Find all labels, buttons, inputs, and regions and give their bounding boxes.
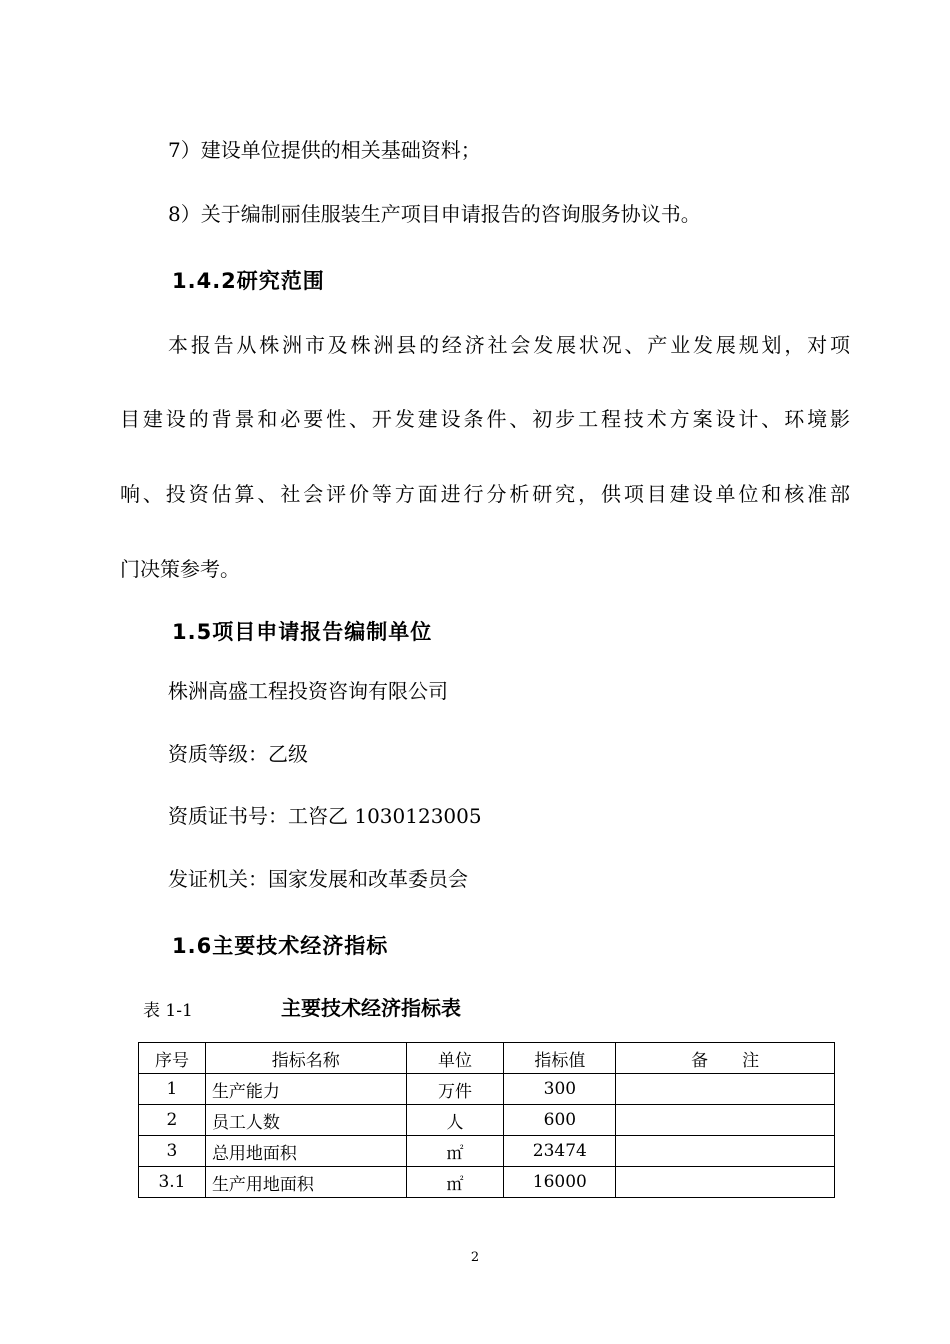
- reference-item-8: 8）关于编制丽佳服装生产项目申请报告的咨询服务协议书。: [168, 202, 701, 226]
- paragraph-line: 响、投资估算、社会评价等方面进行分析研究，供项目建设单位和核准部: [120, 482, 850, 506]
- table-cell: 生产能力: [205, 1074, 406, 1105]
- table-cell: 1: [139, 1074, 206, 1105]
- table-cell: ㎡: [406, 1167, 504, 1198]
- table-row: [139, 1105, 835, 1136]
- table-cell: 23474: [504, 1136, 616, 1167]
- paragraph-line: 目建设的背景和必要性、开发建设条件、初步工程技术方案设计、环境影: [120, 407, 850, 431]
- section-heading-1-4-2: 1.4.2研究范围: [172, 269, 325, 293]
- qualification-level: 资质等级：乙级: [168, 742, 308, 766]
- table-title: 主要技术经济指标表: [281, 996, 461, 1020]
- header-cell: 单位: [406, 1043, 504, 1074]
- table-row: [139, 1136, 835, 1167]
- section-heading-1-6: 1.6主要技术经济指标: [172, 934, 389, 958]
- table-cell: ㎡: [406, 1136, 504, 1167]
- table-cell: 生产用地面积: [205, 1167, 406, 1198]
- table-cell: [616, 1074, 835, 1105]
- table-cell: 3: [139, 1136, 206, 1167]
- paragraph-line: 门决策参考。: [120, 557, 240, 581]
- header-cell: 指标值: [504, 1043, 616, 1074]
- table-cell: 600: [504, 1105, 616, 1136]
- indicators-table: [138, 1042, 835, 1198]
- table-cell: [616, 1167, 835, 1198]
- table-cell: [616, 1136, 835, 1167]
- paragraph-line: 本报告从株洲市及株洲县的经济社会发展状况、产业发展规划，对项: [168, 333, 850, 357]
- reference-item-7: 7）建设单位提供的相关基础资料；: [168, 138, 481, 162]
- table-cell: 3.1: [139, 1167, 206, 1198]
- certificate-number: 资质证书号：工咨乙 1030123005: [168, 804, 482, 828]
- table-header-row: [139, 1043, 835, 1074]
- page-number: 2: [470, 1250, 480, 1265]
- company-name: 株洲高盛工程投资咨询有限公司: [168, 679, 448, 703]
- table-cell: 总用地面积: [205, 1136, 406, 1167]
- header-cell: 序号: [139, 1043, 206, 1074]
- table-cell: 16000: [504, 1167, 616, 1198]
- table-cell: [616, 1105, 835, 1136]
- table-cell: 员工人数: [205, 1105, 406, 1136]
- header-cell: 备 注: [616, 1043, 835, 1074]
- table-cell: 300: [504, 1074, 616, 1105]
- table-cell: 人: [406, 1105, 504, 1136]
- table-cell: 万件: [406, 1074, 504, 1105]
- header-cell: 指标名称: [205, 1043, 406, 1074]
- issuing-authority: 发证机关：国家发展和改革委员会: [168, 867, 468, 891]
- table-label: 表 1-1: [143, 1001, 193, 1021]
- table-cell: 2: [139, 1105, 206, 1136]
- table-row: [139, 1167, 835, 1198]
- section-heading-1-5: 1.5项目申请报告编制单位: [172, 620, 433, 644]
- table-row: [139, 1074, 835, 1105]
